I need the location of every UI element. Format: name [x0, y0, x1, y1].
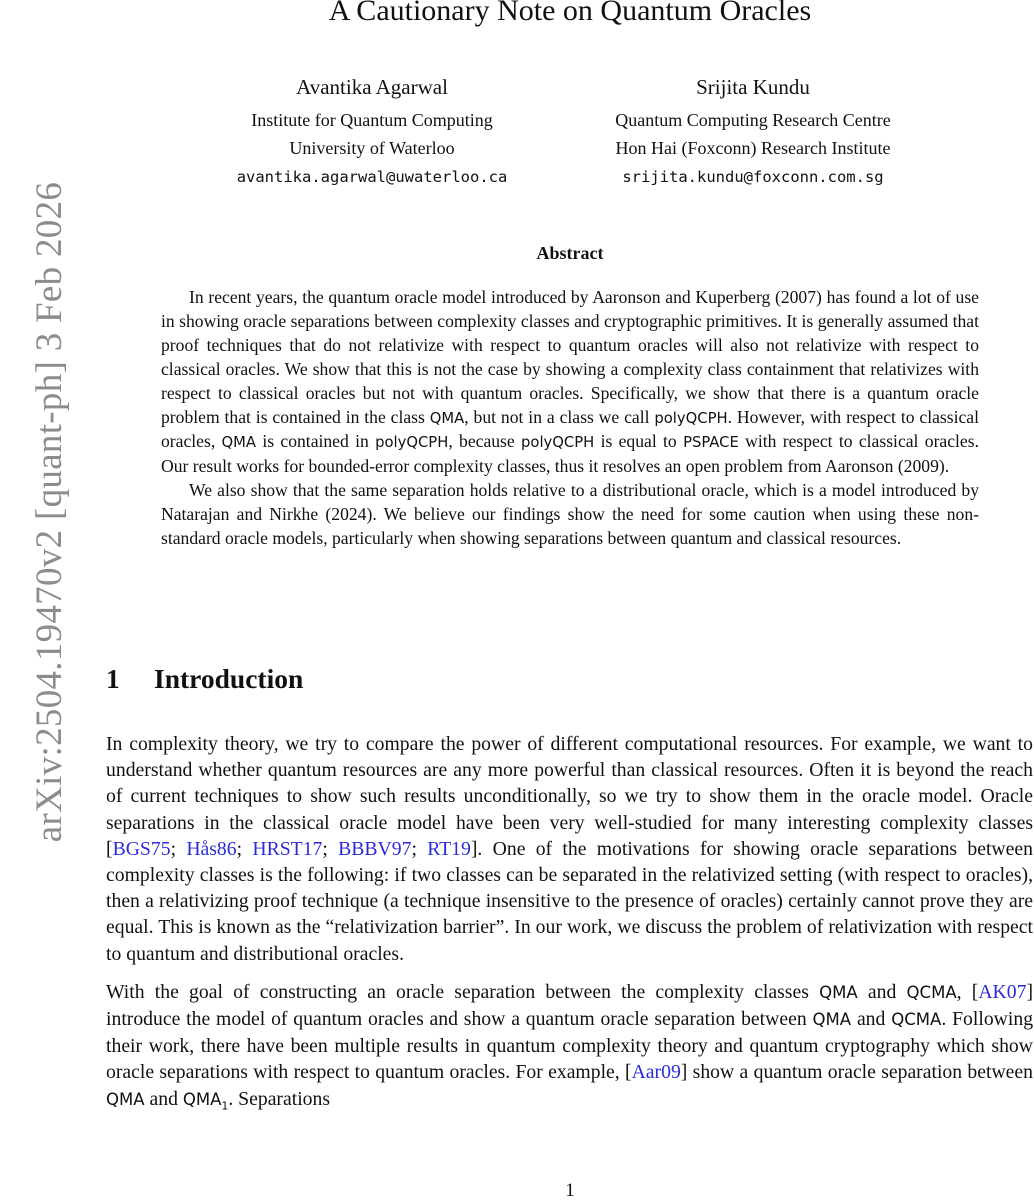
- author-block-2: [568, 68, 938, 192]
- arxiv-stamp: arXiv:2504.19470v2 [quant-ph] 3 Feb 2026: [29, 181, 70, 843]
- author-email[interactable]: srijita.kundu@foxconn.com.sg: [622, 168, 884, 186]
- citation-link[interactable]: Aar09: [631, 1061, 681, 1084]
- body-paragraph: With the goal of constructing an oracle separation between the complexity classes QMA and QCMA, [AK07] introduce the model of quantum oracles and show a quantum oracle separation between QMA and QCMA. Following their work, there have been multiple results in quantum complexity theory and quantum cryptography which show oracle separations with respect to quantum oracles. For example, [Aar09] show a quantum oracle separation between QMA and $QMA_1$. Separations: [106, 980, 1034, 1112]
- page-number: 1: [565, 1180, 575, 1201]
- complexity-class: QMA: [812, 1010, 852, 1030]
- author-name: Srijita Kundu: [696, 75, 810, 99]
- section-title: Introduction: [154, 663, 304, 694]
- abstract-heading: Abstract: [536, 243, 604, 263]
- author-affiliation: Hon Hai (Foxconn) Research Institute: [615, 138, 891, 158]
- complexity-class: $QMA_1$: [182, 1089, 229, 1112]
- citation-link[interactable]: BBBV97: [338, 837, 412, 860]
- complexity-class: polyQCPH: [375, 434, 449, 452]
- complexity-class: polyQCPH: [654, 409, 728, 427]
- complexity-class: QMA: [429, 409, 465, 427]
- abstract-paragraph: In recent years, the quantum oracle model introduced by Aaronson and Kuperberg (2007) has found a lot of use in showing oracle separations between complexity classes and cryptographic primitives. It is generally assumed that proof techniques that do not relativize with respect to quantum oracles will also not relativize with respect to classical oracles. We show that this is not the case by showing a complexity class containment that relativizes with respect to classical oracles but not with quantum oracles. Specifically, we show that there is a quantum oracle problem that is contained in the class QMA, but not in a class we call polyQCPH. However, with respect to classical oracles, QMA is contained in polyQCPH, because polyQCPH is equal to PSPACE with respect to classical oracles. Our result works for bounded-error complexity classes, thus it resolves an open problem from Aaronson (2009).: [161, 287, 979, 477]
- complexity-class: PSPACE: [683, 434, 739, 452]
- complexity-class: QCMA: [891, 1010, 942, 1030]
- author-name: Avantika Agarwal: [296, 75, 448, 99]
- abstract-paragraph: We also show that the same separation holds relative to a distributional oracle, which is a model introduced by Natarajan and Nirkhe (2024). We believe our findings show the need for some caution when using these non-standard oracle models, particularly when showing separations between quantum and classical resources.: [161, 480, 979, 549]
- author-email[interactable]: avantika.agarwal@uwaterloo.ca: [236, 168, 508, 186]
- body-paragraph: In complexity theory, we try to compare the power of different computational resources. For example, we want to understand whether quantum resources are any more powerful than classical resources. Often it is beyond the reach of current techniques to show such results unconditionally, so we try to show them in the oracle model. Oracle separations in the classical oracle model have been very well-studied for many interesting complexity classes [BGS75; Hås86; HRST17; BBBV97; RT19]. One of the motivations for showing oracle separations between complexity classes is the following: if two classes can be separated in the relativized setting (with respect to oracles), then a relativizing proof technique (a technique insensitive to the presence of oracles) certainly cannot prove they are equal. This is known as the “relativization barrier”. In our work, we discuss the problem of relativization with respect to quantum and distributional oracles.: [106, 733, 1033, 965]
- section-heading: [106, 663, 303, 695]
- complexity-class: QMA: [106, 1089, 145, 1109]
- abstract-body: [161, 286, 979, 551]
- complexity-class: QMA: [819, 982, 858, 1002]
- complexity-class: QCMA: [906, 982, 957, 1002]
- author-affiliation: University of Waterloo: [289, 138, 455, 158]
- author-affiliation: Institute for Quantum Computing: [251, 110, 493, 130]
- citation-link[interactable]: BGS75: [112, 837, 171, 860]
- section-number: 1: [106, 663, 120, 694]
- citation-link[interactable]: Hås86: [186, 837, 237, 860]
- subscript: 1: [221, 1098, 229, 1112]
- citation-link[interactable]: HRST17: [252, 837, 323, 860]
- body-text: [106, 731, 1033, 1125]
- citation-link[interactable]: RT19: [427, 837, 471, 860]
- complexity-class: QMA: [221, 434, 257, 452]
- author-affiliation: Quantum Computing Research Centre: [615, 110, 891, 130]
- citation-link[interactable]: AK07: [978, 980, 1027, 1003]
- paper-title: A Cautionary Note on Quantum Oracles: [328, 0, 812, 27]
- complexity-class: polyQCPH: [521, 434, 595, 452]
- author-block-1: [200, 68, 544, 192]
